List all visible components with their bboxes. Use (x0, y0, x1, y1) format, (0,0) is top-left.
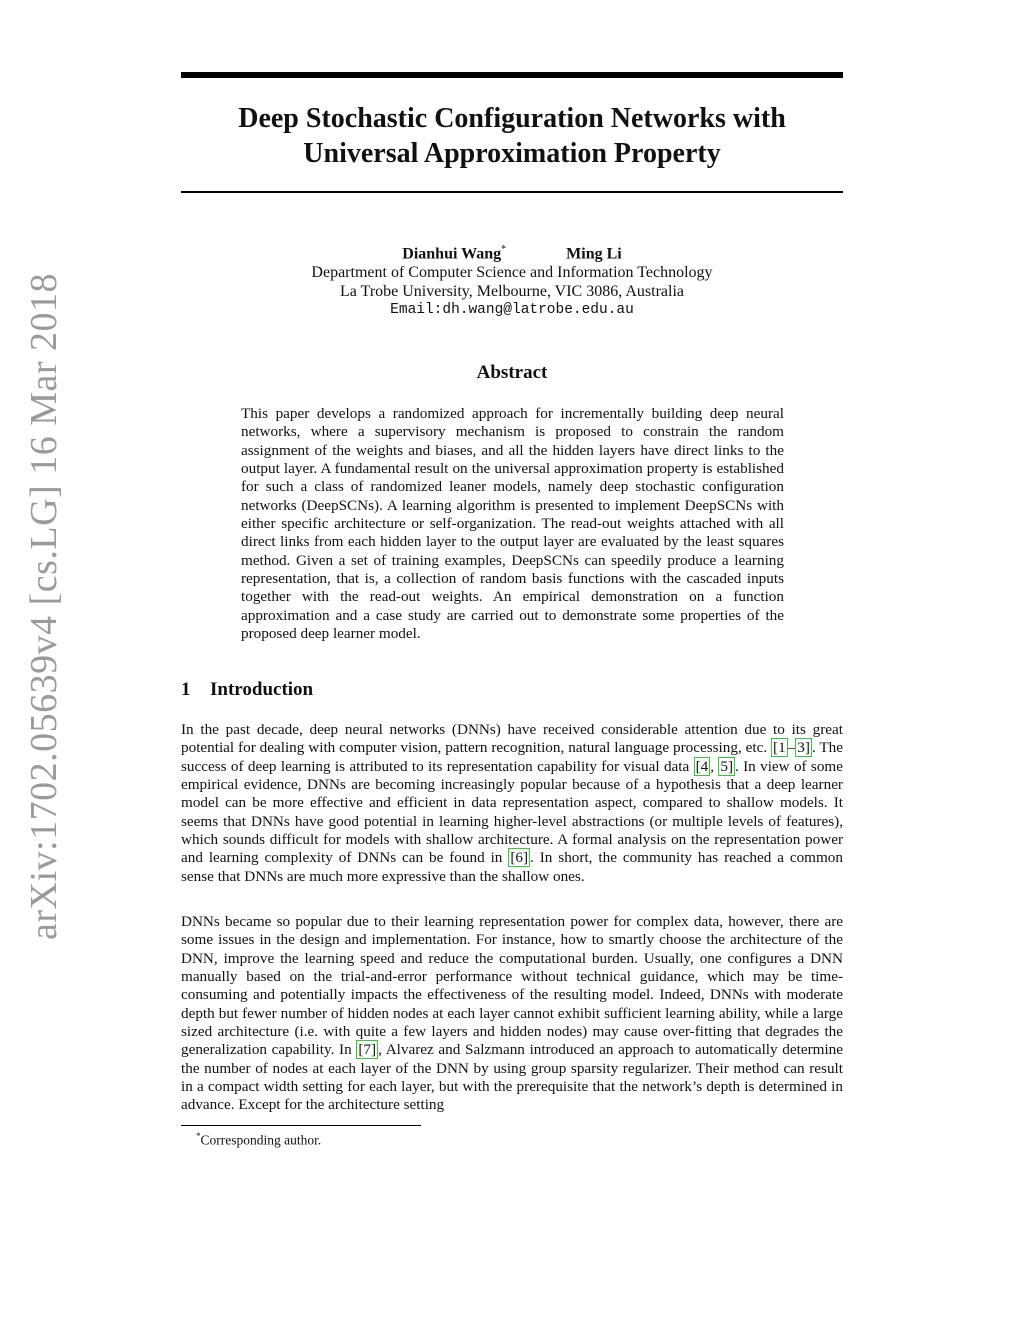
abstract-heading: Abstract (476, 362, 548, 383)
citation-link[interactable]: 3] (797, 739, 810, 757)
author-department: Department of Computer Science and Information Technology (311, 264, 713, 282)
author-1-name: Dianhui Wang (402, 245, 502, 263)
paper-title (181, 101, 843, 171)
section-number: 1 (181, 679, 191, 700)
citation-link[interactable]: [1 (773, 739, 786, 757)
title-line-2: Universal Approximation Property (303, 138, 721, 169)
author-2-name: Ming Li (566, 245, 622, 263)
paragraph-text: In the past decade, deep neural networks (DNNs) have received considerable attention due to its great potential for dealing with computer vision, pattern recognition, natural language processing, etc. (181, 721, 843, 757)
author-block (181, 240, 843, 320)
paragraph-text: . In view of some empirical evidence, DNNs are becoming increasingly popular because of a hypothesis that a deep learner model can be more effective and efficient in data representation aspect, compared to shallow models. It seems that DNNs have good potential in learning higher-level abstractions (or multiple levels of features), which sounds difficult for models with shallow architecture. A formal analysis on the representation power and learning complexity of DNNs can be found in (181, 757, 843, 867)
citation-separator: , (710, 757, 719, 775)
citation-link[interactable]: [6] (510, 849, 529, 867)
title-top-rule (181, 72, 843, 78)
footnote (196, 1128, 321, 1149)
paragraph-text: DNNs became so popular due to their learning representation power for complex data, however, there are some issues in the design and implementation. For instance, how to smartly choose the architecture of the DNN, improve the learning speed and reduce the computational burden. Usually, one configures a DNN manually based on the trial-and-error performance without technical guidance, which may be time-consuming and potentially impacts the effectiveness of the resulting model. Indeed, DNNs with moderate depth but fewer number of hidden nodes at each layer cannot exhibit sufficient learning ability, while a large sized architecture (i.e. with quite a few layers and hidden nodes) may cause over-fitting that degrades the generalization capability. In (181, 913, 843, 1059)
section-title: Introduction (210, 679, 314, 700)
abstract-text: This paper develops a randomized approach for incrementally building deep neural networks, where a supervisory mechanism is proposed to constrain the random assignment of the weights and biases, and all the hidden layers have direct links to the output layer. A fundamental result on the universal approximation property is established for such a class of randomized leaner models, namely deep stochastic configuration networks (DeepSCNs). A learning algorithm is presented to implement DeepSCNs with either specific architecture or self-organization. The read-out weights attached with all direct links from each hidden layer to the output layer are evaluated by the least squares method. Given a set of training examples, DeepSCNs can speedily produce a learning representation, that is, a collection of random basis functions with the cascaded inputs together with the read-out weights. An empirical demonstration on a function approximation and a case study are carried out to demonstrate some properties of the proposed deep learner model. (241, 405, 784, 643)
paragraph-text: , Alvarez and Salzmann introduced an approach to automatically determine the number of nodes at each layer of the DNN by using group sparsity regularizer. Their method can result in a compact width setting for each layer, but with the prerequisite that the network’s depth is determined in advance. Except for the architecture setting (181, 1041, 844, 1114)
corresponding-author-mark: * (501, 244, 507, 255)
citation-link[interactable]: [7] (358, 1041, 377, 1059)
arxiv-identifier-stamp: arXiv:1702.05639v4 [cs.LG] 16 Mar 2018 (23, 272, 65, 940)
citation-link[interactable]: 5] (720, 757, 733, 775)
title-line-1: Deep Stochastic Configuration Networks with (238, 103, 786, 134)
paragraph-text: . In short, the community has reached a common sense that DNNs are much more expressive than the shallow ones. (181, 849, 843, 885)
author-university: La Trobe University, Melbourne, VIC 3086, Australia (340, 283, 684, 301)
introduction-paragraph-2 (181, 913, 843, 1115)
introduction-paragraph-1 (181, 721, 843, 886)
footnote-mark: * (196, 1131, 201, 1141)
author-email[interactable]: Email:dh.wang@latrobe.edu.au (390, 302, 634, 319)
footnote-text: Corresponding author. (200, 1132, 322, 1148)
footnote-rule (181, 1125, 421, 1126)
author-names (181, 240, 843, 263)
paragraph-text: . The success of deep learning is attributed to its representation capability for visual data (181, 739, 843, 775)
citation-range-dash: – (787, 739, 796, 757)
section-heading-introduction (181, 678, 313, 702)
title-bottom-rule (181, 191, 843, 193)
citation-link[interactable]: [4 (695, 757, 709, 775)
